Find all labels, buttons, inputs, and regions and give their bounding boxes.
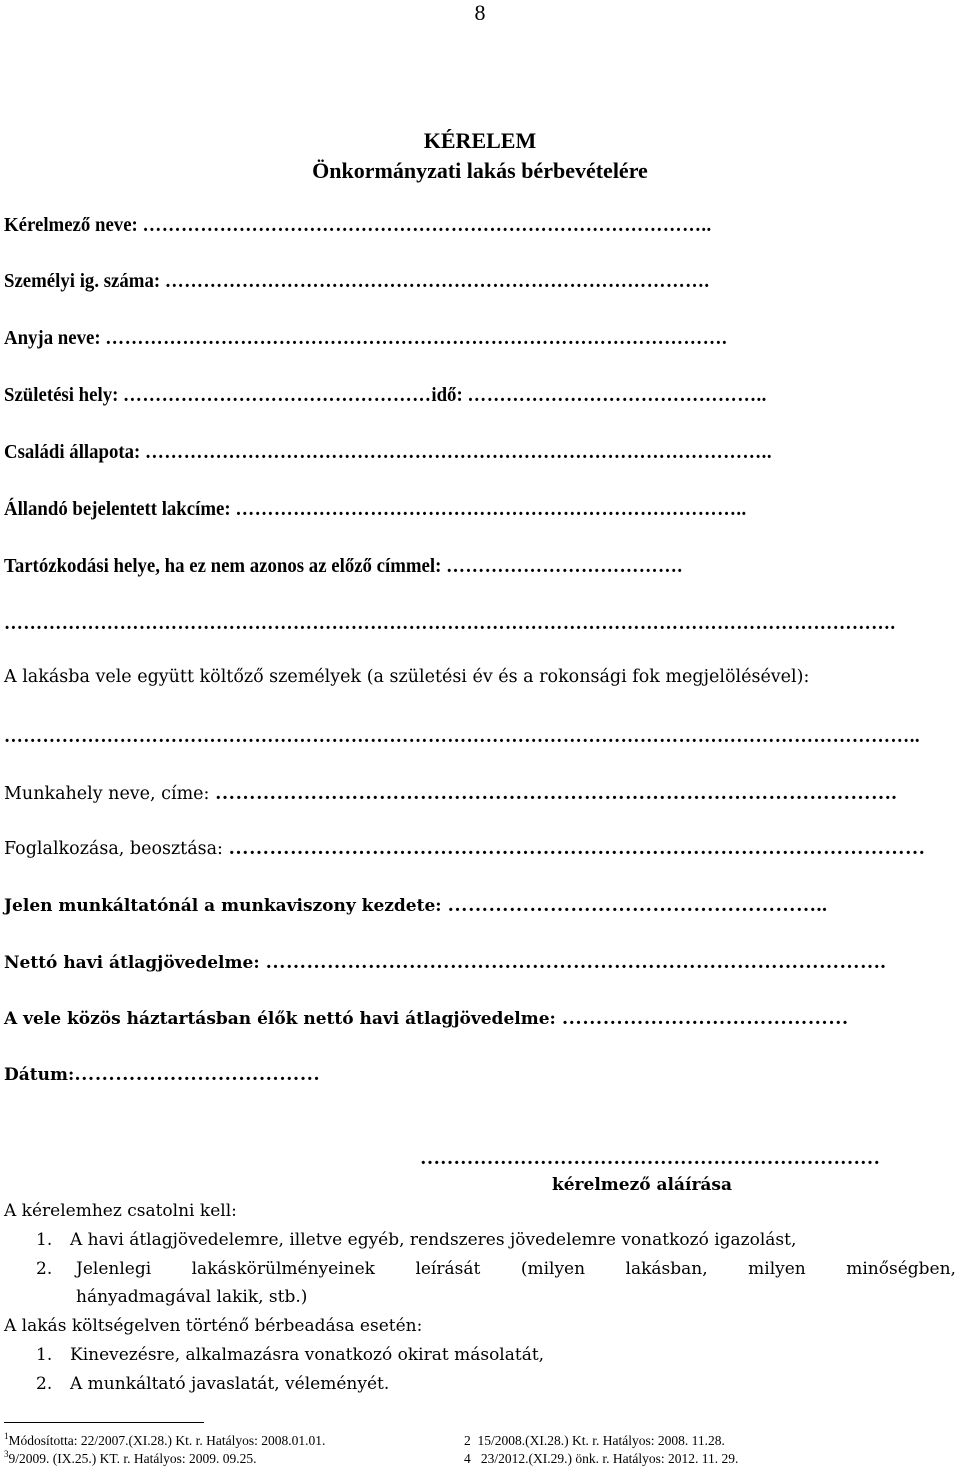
footnote-mark: 3 — [4, 1449, 9, 1459]
list-number: 2. — [36, 1374, 53, 1394]
field-label: Tartózkodási helye, ha ez nem azonos az előző címmel: — [4, 555, 442, 577]
fill-in-line[interactable]: ………………………………. — [446, 555, 683, 577]
fill-in-line[interactable]: …………………………………………………………………………………………………………………………. — [4, 612, 896, 634]
fill-in-line[interactable]: …………………………………………………………………………….. — [142, 214, 712, 236]
field-label: Anyja neve: — [4, 327, 101, 349]
field-label: Családi állapota: — [4, 441, 141, 463]
signature-line[interactable]: …………………………………………………………… — [420, 1147, 880, 1169]
field-egyutt-koltozo-cont — [4, 725, 920, 748]
fill-in-line[interactable]: ……………………………………………………………………………………. — [105, 327, 728, 349]
field-label: A lakásba vele együtt költőző személyek (a születési év és a rokonsági fok megjelölésével): — [4, 667, 810, 687]
footnote-separator — [4, 1422, 204, 1423]
list-number-row — [0, 1259, 70, 1279]
list-item-continuation: hányadmagával lakik, stb.) — [76, 1287, 308, 1307]
footnote-text: 23/2012.(XI.29.) önk. r. Hatályos: 2012. 11. 29. — [480, 1451, 739, 1466]
field-label: A vele közös háztartásban élők nettó havi átlagjövedelme: — [4, 1009, 556, 1029]
list-text: Kinevezésre, alkalmazásra vonatkozó okirat másolatát, — [70, 1345, 545, 1365]
list-text: A havi átlagjövedelemre, illetve egyéb, rendszeres jövedelemre vonatkozó igazolást, — [70, 1230, 797, 1250]
field-label: Kérelmező neve: — [4, 214, 138, 236]
form-title: KÉRELEM — [423, 128, 537, 153]
field-datum — [4, 1063, 320, 1086]
footnote-mark: 4 — [464, 1451, 471, 1466]
field-csaladi-allapota — [4, 441, 772, 464]
field-label: Állandó bejelentett lakcíme: — [4, 498, 231, 520]
footnote — [464, 1433, 725, 1449]
word: leírását — [415, 1259, 481, 1279]
field-kerelmezo-neve — [4, 214, 712, 237]
footnote-text: Módosította: 22/2007.(XI.28.) Kt. r. Hatályos: 2008.01.01. — [8, 1433, 326, 1448]
field-label: Foglalkozása, beosztása: — [4, 839, 223, 859]
footnote-mark: 2 — [464, 1433, 471, 1448]
fill-in-line[interactable]: …………………………………………………………………………………………………………………………….. — [4, 725, 921, 747]
field-tartozkodasi-hely-cont — [4, 612, 896, 635]
list-text: A munkáltató javaslatát, véleményét. — [70, 1374, 390, 1394]
footnote — [4, 1451, 256, 1467]
word: Jelenlegi — [76, 1259, 152, 1279]
list-number: 2. — [36, 1259, 53, 1279]
field-label: Munkahely neve, címe: — [4, 784, 210, 804]
field-szemelyi-ig-szama — [4, 270, 710, 293]
word: minőségben, — [846, 1259, 956, 1279]
word: lakásban, — [625, 1259, 708, 1279]
fill-in-line[interactable]: …………………………………………………………………….. — [235, 498, 747, 520]
fill-in-line[interactable]: …………………………………………………………………………. — [164, 270, 710, 292]
page-number: 8 — [474, 0, 486, 25]
field-label: Jelen munkáltatónál a munkaviszony kezdete: — [4, 896, 442, 916]
field-label: Személyi ig. száma: — [4, 270, 161, 292]
field-label-ido: idő: — [431, 384, 463, 406]
field-szuletesi-hely-ido — [4, 384, 767, 407]
field-munkaviszony-kezdete — [4, 894, 828, 917]
fill-in-line[interactable]: ……………………………………….. — [467, 384, 767, 406]
field-foglalkozasa — [4, 837, 926, 860]
word: lakáskörülményeinek — [191, 1259, 375, 1279]
footnote-text: 15/2008.(XI.28.) Kt. r. Hatályos: 2008. 11.28. — [477, 1433, 725, 1448]
list-item-justified — [76, 1259, 956, 1279]
list-item — [0, 1230, 796, 1250]
footnote — [4, 1433, 325, 1449]
footnote — [464, 1451, 738, 1467]
field-label: Dátum: — [4, 1065, 75, 1085]
form-subtitle: Önkormányzati lakás bérbevételére — [312, 158, 648, 183]
list-item — [0, 1374, 389, 1394]
field-egyutt-koltozo — [4, 667, 809, 687]
fill-in-line[interactable]: ………………………………………………………………………………………. — [215, 782, 897, 804]
list-number: 1. — [36, 1230, 53, 1250]
word: (milyen — [520, 1259, 586, 1279]
fill-in-line[interactable]: ………………………………………………………………………………………… — [228, 837, 926, 859]
fill-in-line[interactable]: ………………………………………………………………………………. — [265, 951, 887, 973]
field-munkahely — [4, 782, 897, 805]
field-netto-havi — [4, 951, 886, 974]
fill-in-line[interactable]: …………………………………………………………………………………….. — [145, 441, 773, 463]
field-kozos-haztartas — [4, 1007, 849, 1030]
attachments-heading: A kérelemhez csatolni kell: — [4, 1201, 237, 1221]
fill-in-line[interactable]: …………………………………… — [561, 1007, 849, 1029]
fill-in-line[interactable]: ……………………………………………….. — [447, 894, 828, 916]
field-label: Születési hely: — [4, 384, 119, 406]
fill-in-line[interactable]: ………………………………………… — [123, 384, 432, 406]
signature-label: kérelmező aláírása — [551, 1175, 732, 1195]
footnote-mark: 1 — [4, 1431, 9, 1441]
list-item — [0, 1345, 544, 1365]
field-tartozkodasi-hely — [4, 555, 682, 578]
word: milyen — [748, 1259, 806, 1279]
attachments-heading-2: A lakás költségelven történő bérbeadása esetén: — [4, 1316, 423, 1336]
fill-in-line[interactable]: ……………………………… — [74, 1063, 321, 1085]
list-number: 1. — [36, 1345, 53, 1365]
footnote-text: 9/2009. (IX.25.) KT. r. Hatályos: 2009. 09.25. — [8, 1451, 257, 1466]
field-anyja-neve — [4, 327, 727, 350]
field-label: Nettó havi átlagjövedelme: — [4, 953, 260, 973]
field-allando-lakcim — [4, 498, 747, 521]
